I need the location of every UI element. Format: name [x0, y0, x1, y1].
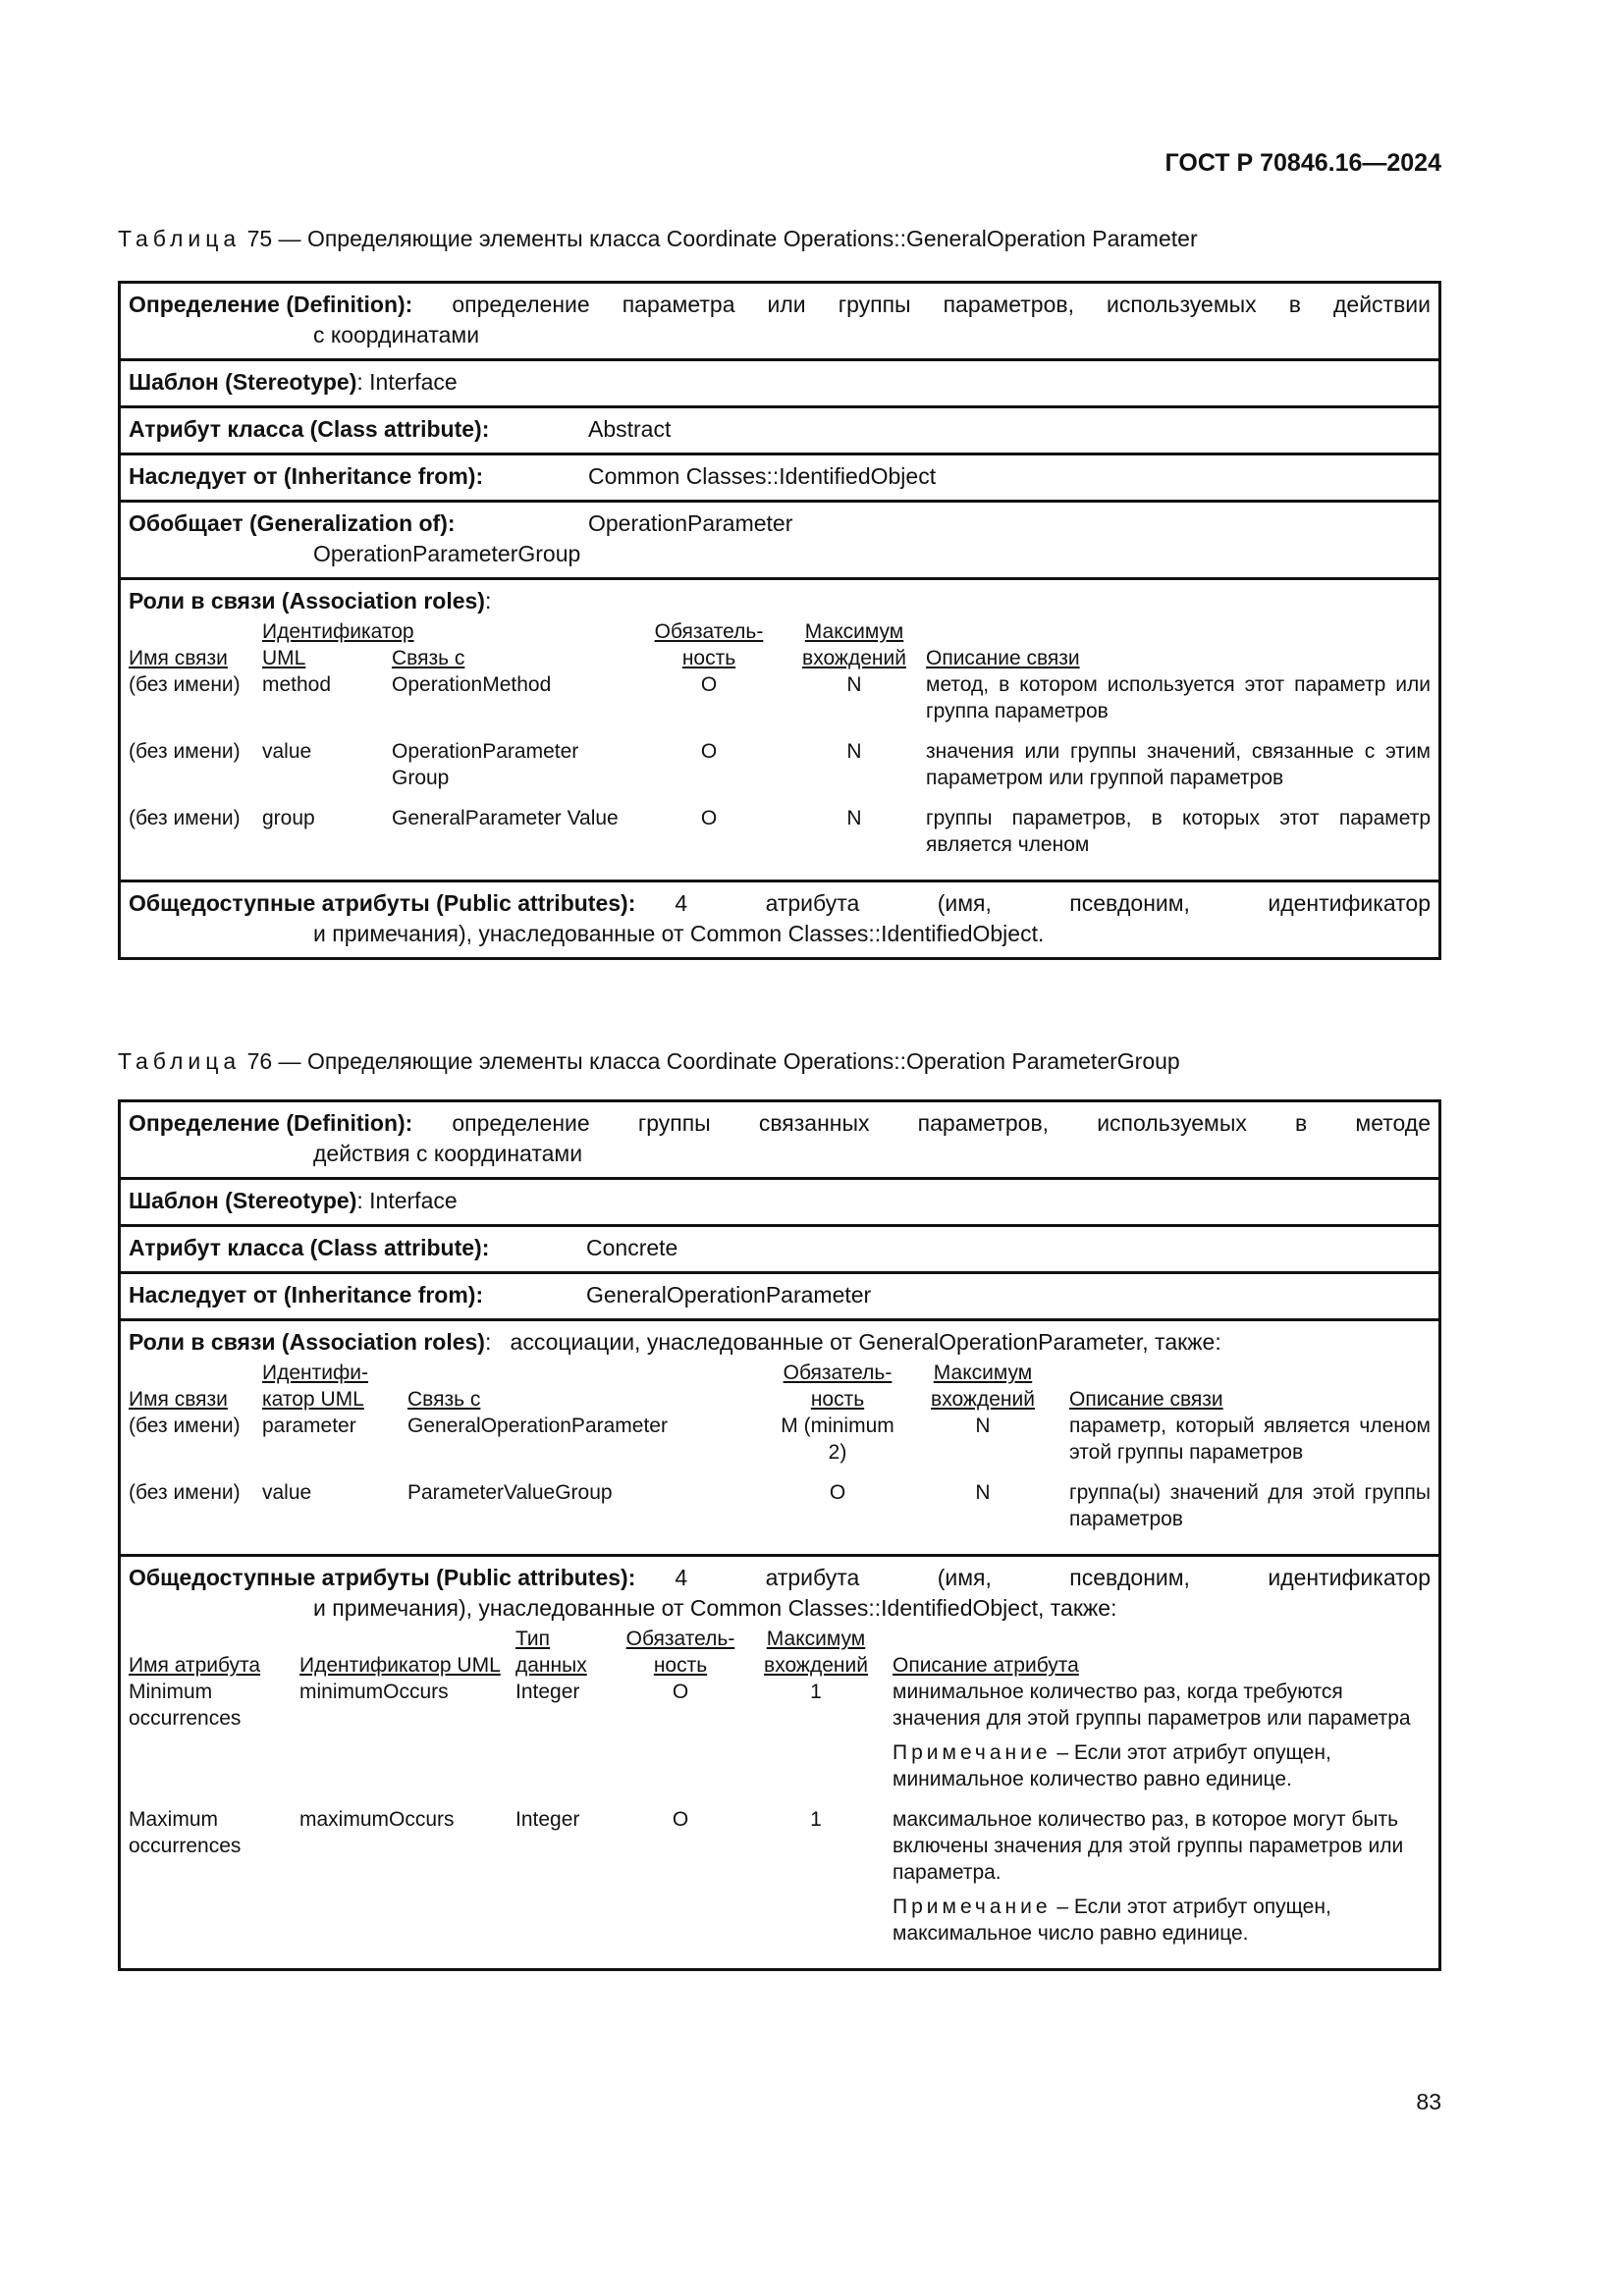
table-cell: value	[262, 740, 312, 763]
generalization-row	[121, 500, 1438, 577]
definition-continuation: действия с координатами	[313, 1141, 583, 1166]
inheritance-value: GeneralOperationParameter	[586, 1282, 872, 1308]
table-cell: O	[672, 1681, 689, 1703]
stereotype-label: Шаблон (Stereotype)	[129, 1188, 357, 1213]
note-label: Примечание	[893, 1741, 1052, 1764]
table-cell: (без имени)	[129, 1481, 241, 1504]
table-cell: M (minimum 2)	[781, 1415, 894, 1464]
table-cell: (без имени)	[129, 807, 241, 829]
note-label: Примечание	[893, 1896, 1052, 1918]
definition-text: определение параметра или группы параметров, используемых в действии	[452, 292, 1431, 317]
public-attributes-row	[121, 1554, 1438, 1968]
column-header: Обязатель-ность	[783, 1362, 893, 1411]
note-text: – Если этот атрибут опущен, максимальное число равно единице.	[893, 1896, 1331, 1945]
association-roles-grid	[129, 618, 1431, 872]
stereotype-value: : Interface	[356, 1188, 458, 1213]
table-76-caption	[118, 1048, 1180, 1075]
note	[893, 1739, 1431, 1792]
page-number: 83	[1416, 2089, 1441, 2114]
column-header: Описание связи	[926, 647, 1080, 669]
table-cell: Minimum occurrences	[129, 1681, 242, 1730]
table-75-caption	[118, 226, 1198, 252]
class-attribute-value: Abstract	[588, 416, 672, 442]
column-header: Тип данных	[515, 1628, 587, 1677]
table-cell: maximumOccurs	[299, 1808, 455, 1831]
generalization-value: OperationParameterGroup	[313, 541, 581, 566]
association-roles-row	[121, 577, 1438, 880]
note	[893, 1894, 1431, 1947]
column-header: Максимум вхождений	[931, 1362, 1035, 1411]
public-attributes-continuation: и примечания), унаследованные от Common Classes::IdentifiedObject.	[313, 921, 1045, 946]
table-cell: ParameterValueGroup	[407, 1481, 613, 1504]
association-roles-grid	[129, 1360, 1431, 1546]
public-attributes-continuation: и примечания), унаследованные от Common Classes::IdentifiedObject, также:	[313, 1595, 1117, 1621]
class-attribute-row	[121, 1224, 1438, 1271]
definition-continuation: с координатами	[313, 322, 480, 347]
column-header: Идентификатор UML	[299, 1654, 501, 1677]
description-text: минимальное количество раз, когда требуются значения для этой группы параметров или параметра	[893, 1681, 1411, 1730]
public-attributes-row	[121, 880, 1438, 957]
table-cell: группа(ы) значений для этой группы параметров	[1069, 1481, 1431, 1530]
inheritance-label: Наследует от (Inheritance from):	[129, 1282, 484, 1308]
table-cell: O	[829, 1481, 846, 1504]
column-header: Обязатель-ность	[625, 1628, 735, 1677]
table-cell: N	[846, 807, 862, 829]
stereotype-label: Шаблон (Stereotype)	[129, 369, 357, 395]
definition-label: Определение (Definition):	[129, 292, 413, 317]
table-cell: (без имени)	[129, 740, 241, 763]
table-cell: group	[262, 807, 315, 829]
roles-label: Роли в связи (Association roles)	[129, 588, 485, 614]
table-cell: method	[262, 673, 332, 696]
definition-text: определение группы связанных параметров, используемых в методе	[452, 1110, 1431, 1136]
table-cell: O	[672, 1808, 689, 1831]
caption-text: 76 — Определяющие элементы класса Coordinate Operations::Operation ParameterGroup	[246, 1048, 1180, 1074]
table-cell: GeneralParameter Value	[392, 807, 619, 829]
table-cell: O	[700, 673, 718, 696]
class-attribute-label: Атрибут класса (Class attribute):	[129, 416, 490, 442]
public-attributes-label: Общедоступные атрибуты (Public attributes):	[129, 890, 636, 916]
table-cell: 1	[810, 1808, 822, 1831]
table-cell: O	[700, 740, 718, 763]
table-cell: Integer	[515, 1808, 580, 1831]
stereotype-row	[121, 1177, 1438, 1224]
column-header: Описание атрибута	[893, 1654, 1079, 1677]
attribute-description	[893, 1679, 1431, 1806]
table-cell: OperationParameter Group	[392, 740, 579, 789]
roles-colon: :	[484, 588, 492, 614]
table-cell: N	[846, 740, 862, 763]
inheritance-row	[121, 453, 1438, 500]
table-cell: Integer	[515, 1681, 580, 1703]
table-cell: параметр, который является членом этой группы параметров	[1069, 1415, 1431, 1464]
table-cell: GeneralOperationParameter	[407, 1415, 668, 1437]
table-cell: (без имени)	[129, 673, 241, 696]
table-cell: N	[975, 1481, 991, 1504]
table-cell: значения или группы значений, связанные с этим параметром или группой параметров	[926, 740, 1431, 789]
table-cell: O	[700, 807, 718, 829]
public-attributes-grid	[129, 1626, 1431, 1960]
association-roles-row	[121, 1318, 1438, 1554]
class-attribute-row	[121, 405, 1438, 453]
column-header: Связь с	[392, 647, 465, 669]
column-header: Максимум вхождений	[802, 620, 906, 669]
table-76	[118, 1099, 1441, 1971]
stereotype-value: : Interface	[356, 369, 458, 395]
column-header: Имя связи	[129, 647, 228, 669]
table-cell: Maximum occurrences	[129, 1808, 242, 1857]
column-header: Имя атрибута	[129, 1654, 261, 1677]
definition-row	[121, 1102, 1438, 1177]
column-header: Идентификатор UML	[262, 620, 414, 669]
caption-word: Таблица	[118, 226, 242, 251]
roles-label: Роли в связи (Association roles)	[129, 1329, 485, 1355]
generalization-value: OperationParameter	[588, 510, 793, 536]
inheritance-label: Наследует от (Inheritance from):	[129, 463, 484, 489]
table-cell: value	[262, 1481, 312, 1504]
column-header: Максимум вхождений	[764, 1628, 868, 1677]
stereotype-row	[121, 358, 1438, 405]
public-attributes-text: 4 атрибута (имя, псевдоним, идентификатор	[675, 1565, 1431, 1590]
class-attribute-value: Concrete	[586, 1235, 678, 1260]
table-cell: 1	[810, 1681, 822, 1703]
column-header: Связь с	[407, 1388, 481, 1411]
table-75	[118, 281, 1441, 960]
table-cell: parameter	[262, 1415, 356, 1437]
column-header: Описание связи	[1069, 1388, 1223, 1411]
table-cell: (без имени)	[129, 1415, 241, 1437]
inheritance-row	[121, 1271, 1438, 1318]
document-id: ГОСТ Р 70846.16—2024	[1164, 149, 1441, 177]
generalization-label: Обобщает (Generalization of):	[129, 510, 456, 536]
inheritance-value: Common Classes::IdentifiedObject	[588, 463, 937, 489]
definition-label: Определение (Definition):	[129, 1110, 413, 1136]
attribute-description	[893, 1806, 1431, 1960]
column-header: Имя связи	[129, 1388, 228, 1411]
table-cell: minimumOccurs	[299, 1681, 449, 1703]
table-cell: группы параметров, в которых этот параметр является членом	[926, 807, 1431, 856]
table-cell: N	[846, 673, 862, 696]
column-header: Идентифи-катор UML	[262, 1362, 368, 1411]
caption-text: 75 — Определяющие элементы класса Coordinate Operations::GeneralOperation Parameter	[246, 226, 1198, 251]
definition-row	[121, 284, 1438, 358]
table-cell: N	[975, 1415, 991, 1437]
note-text: – Если этот атрибут опущен, минимальное количество равно единице.	[893, 1741, 1331, 1790]
public-attributes-label: Общедоступные атрибуты (Public attributes):	[129, 1565, 636, 1590]
public-attributes-text: 4 атрибута (имя, псевдоним, идентификатор	[675, 890, 1431, 916]
class-attribute-label: Атрибут класса (Class attribute):	[129, 1235, 490, 1260]
table-cell: OperationMethod	[392, 673, 552, 696]
column-header: Обязатель-ность	[654, 620, 764, 669]
roles-text: : ассоциации, унаследованные от GeneralOperationParameter, также:	[484, 1329, 1221, 1355]
description-text: максимальное количество раз, в которое могут быть включены значения для этой группы параметров или параметра.	[893, 1808, 1404, 1884]
table-cell: метод, в котором используется этот параметр или группа параметров	[926, 673, 1431, 722]
caption-word: Таблица	[118, 1048, 242, 1074]
